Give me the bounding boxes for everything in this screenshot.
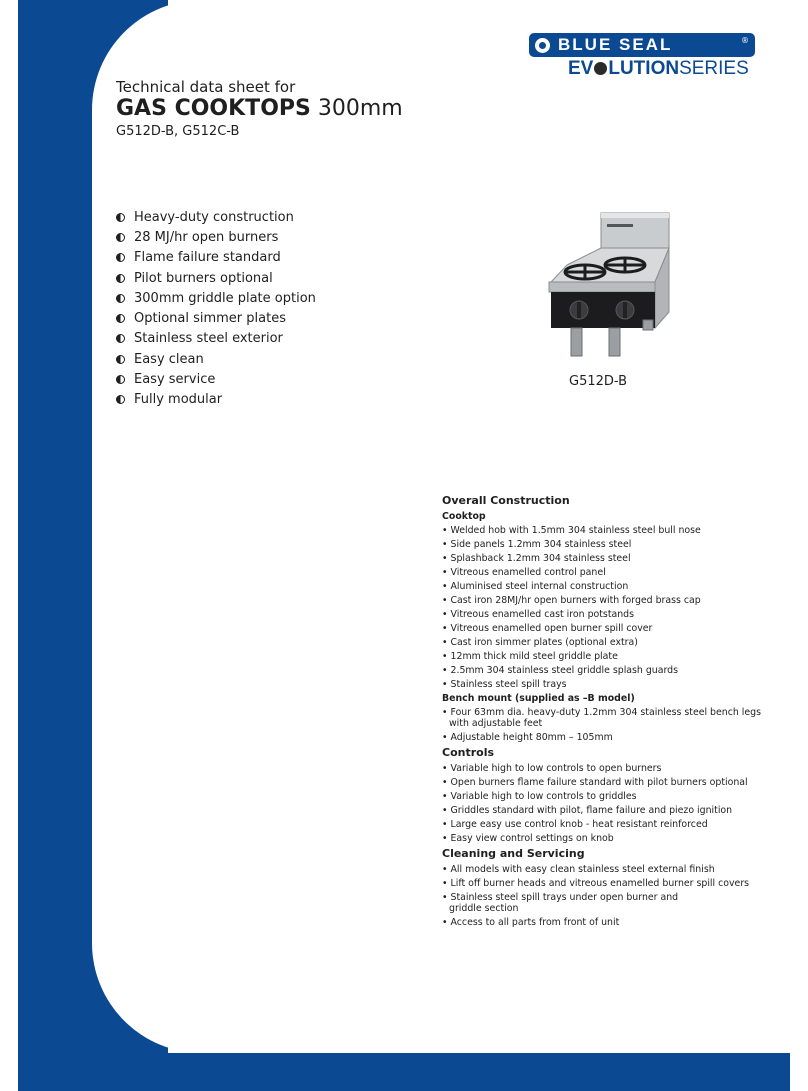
feature-item: Optional simmer plates [116,308,316,328]
spec-item: • Four 63mm dia. heavy-duty 1.2mm 304 stainless steel bench legs with adjustable feet [442,707,762,729]
spec-item: • Cast iron 28MJ/hr open burners with forged brass cap [442,595,701,606]
half-circle-bullet-icon [116,334,125,343]
control-panel [551,292,655,328]
spec-item: • 2.5mm 304 stainless steel griddle splash guards [442,665,679,676]
logo-text: BLUE SEAL [558,35,673,54]
half-circle-bullet-icon [116,395,125,404]
half-circle-bullet-icon [116,375,125,384]
logo-seal-icon [535,38,550,53]
feature-list [116,207,316,410]
half-circle-bullet-icon [116,274,125,283]
half-circle-bullet-icon [116,253,125,262]
feature-item: Easy service [116,369,316,389]
half-circle-bullet-icon [116,355,125,364]
spec-item: • Aluminised steel internal construction [442,581,629,592]
feature-item: Fully modular [116,390,316,410]
model-numbers: G512D-B, G512C-B [116,124,240,139]
title-product: GAS COOKTOPS [116,96,311,121]
feature-item: Easy clean [116,349,316,369]
specifications [442,494,772,930]
controls-heading: Controls [442,746,495,759]
bottom-blue-band [18,1053,790,1091]
cooktop-product-image [545,210,671,358]
spec-item: • Welded hob with 1.5mm 304 stainless steel bull nose [442,525,701,536]
product-caption: G512D-B [569,374,628,389]
spec-item: • Splashback 1.2mm 304 stainless steel [442,553,631,564]
page-title [116,96,403,121]
title-size: 300mm [317,96,403,121]
spec-item: • Stainless steel spill trays under open burner and griddle section [442,892,679,914]
spec-item: • Griddles standard with pilot, flame failure and piezo ignition [442,805,733,816]
series-ball-icon [594,62,607,75]
intro-text: Technical data sheet for [116,78,296,96]
feature-item: Heavy-duty construction [116,207,316,227]
feature-item: Stainless steel exterior [116,329,316,349]
half-circle-bullet-icon [116,233,125,242]
feature-item: Pilot burners optional [116,268,316,288]
spec-item: • Vitreous enamelled control panel [442,567,606,578]
spec-item: • Variable high to low controls to open burners [442,763,662,774]
spec-item: • Variable high to low controls to griddles [442,791,637,802]
half-circle-bullet-icon [116,314,125,323]
blue-seal-logo [529,33,755,57]
spec-item: • Open burners flame failure standard with pilot burners optional [442,777,748,788]
spec-item: • Stainless steel spill trays [442,679,567,690]
evolution-series-logo: EV LUTIONSERIES [568,58,749,79]
spec-item: • Vitreous enamelled cast iron potstands [442,609,635,620]
spec-item: • All models with easy clean stainless steel external finish [442,864,715,875]
badge-plate [607,224,633,227]
logo-registered-mark: ® [741,36,749,45]
overall-construction-heading: Overall Construction [442,494,570,507]
bench-mount-heading: Bench mount (supplied as –B model) [442,693,635,704]
feature-item: Flame failure standard [116,248,316,268]
spec-item: • Adjustable height 80mm – 105mm [442,732,613,743]
spec-item: • Vitreous enamelled open burner spill cover [442,623,653,634]
spec-item: • Cast iron simmer plates (optional extra) [442,637,638,648]
spec-item: • Easy view control settings on knob [442,833,614,844]
spec-item: • Lift off burner heads and vitreous enamelled burner spill covers [442,878,750,889]
half-circle-bullet-icon [116,213,125,222]
spec-item: • Side panels 1.2mm 304 stainless steel [442,539,632,550]
half-circle-bullet-icon [116,294,125,303]
feature-item: 300mm griddle plate option [116,288,316,308]
spec-item: • Access to all parts from front of unit [442,917,620,928]
spec-item: • 12mm thick mild steel griddle plate [442,651,618,662]
spec-item: • Large easy use control knob - heat resistant reinforced [442,819,708,830]
cleaning-servicing-heading: Cleaning and Servicing [442,847,585,860]
cooktop-heading: Cooktop [442,511,486,522]
feature-item: 28 MJ/hr open burners [116,227,316,247]
